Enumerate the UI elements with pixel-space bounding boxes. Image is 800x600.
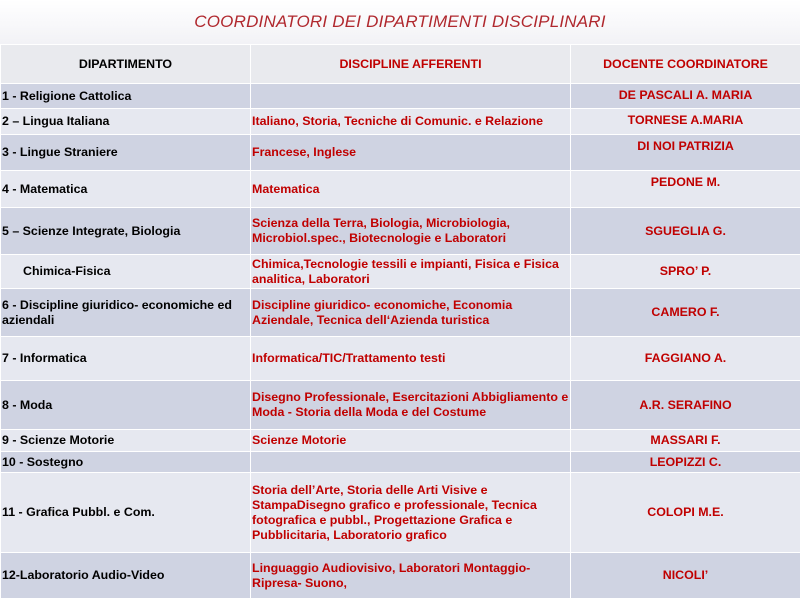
- disc-cell: Discipline giuridico- economiche, Economia Aziendale, Tecnica dell‘Azienda turistica: [251, 289, 571, 337]
- title-bar: [0, 0, 800, 44]
- disc-cell: Scienza della Terra, Biologia, Microbiologia, Microbiol.spec., Biotecnologie e Laboratori: [251, 208, 571, 255]
- departments-table: [0, 44, 800, 599]
- coord-cell: COLOPI M.E.: [571, 473, 800, 553]
- table-row: [1, 381, 800, 430]
- coord-cell: PEDONE M.: [571, 171, 800, 208]
- disc-cell: [251, 84, 571, 109]
- coord-cell: DI NOI PATRIZIA: [571, 135, 800, 171]
- table-row: [1, 171, 800, 208]
- disc-cell: Linguaggio Audiovisivo, Laboratori Montaggio-Ripresa- Suono,: [251, 553, 571, 599]
- coord-cell: TORNESE A.MARIA: [571, 109, 800, 135]
- table-row: [1, 208, 800, 255]
- table-row: [1, 430, 800, 452]
- coord-cell: DE PASCALI A. MARIA: [571, 84, 800, 109]
- header-dipartimento: DIPARTIMENTO: [1, 45, 251, 84]
- table-row: [1, 337, 800, 381]
- coord-cell: LEOPIZZI C.: [571, 452, 800, 473]
- disc-cell: Chimica,Tecnologie tessili e impianti, Fisica e Fisica analitica, Laboratori: [251, 255, 571, 289]
- disc-cell: Disegno Professionale, Esercitazioni Abbigliamento e Moda - Storia della Moda e del Costume: [251, 381, 571, 430]
- table-row: [1, 255, 800, 289]
- table-row: [1, 452, 800, 473]
- table-row: [1, 109, 800, 135]
- dept-cell: 11 - Grafica Pubbl. e Com.: [1, 473, 251, 553]
- disc-cell: Scienze Motorie: [251, 430, 571, 452]
- dept-cell: 6 - Discipline giuridico- economiche ed aziendali: [1, 289, 251, 337]
- disc-cell: Storia dell’Arte, Storia delle Arti Visive e StampaDisegno grafico e professionale, Tecnica fotografica e pubbl., Progettazione Grafica e Pubblicitaria, Laboratorio grafico: [251, 473, 571, 553]
- table-header-row: [1, 45, 800, 84]
- table-row: [1, 553, 800, 599]
- coord-cell: CAMERO F.: [571, 289, 800, 337]
- disc-cell: Italiano, Storia, Tecniche di Comunic. e Relazione: [251, 109, 571, 135]
- dept-cell: 9 - Scienze Motorie: [1, 430, 251, 452]
- coord-cell: MASSARI F.: [571, 430, 800, 452]
- dept-cell: 7 - Informatica: [1, 337, 251, 381]
- table-row: [1, 473, 800, 553]
- dept-cell: 3 - Lingue Straniere: [1, 135, 251, 171]
- coord-cell: A.R. SERAFINO: [571, 381, 800, 430]
- dept-cell: 2 – Lingua Italiana: [1, 109, 251, 135]
- dept-cell: 1 - Religione Cattolica: [1, 84, 251, 109]
- header-coordinatore: DOCENTE COORDINATORE: [571, 45, 800, 84]
- dept-cell: 5 – Scienze Integrate, Biologia: [1, 208, 251, 255]
- table-row: [1, 135, 800, 171]
- slide-title: COORDINATORI DEI DIPARTIMENTI DISCIPLINARI: [194, 12, 606, 31]
- header-discipline: DISCIPLINE AFFERENTI: [251, 45, 571, 84]
- dept-cell: 12-Laboratorio Audio-Video: [1, 553, 251, 599]
- disc-cell: Informatica/TIC/Trattamento testi: [251, 337, 571, 381]
- table-row: [1, 84, 800, 109]
- table-row: [1, 289, 800, 337]
- disc-cell: Matematica: [251, 171, 571, 208]
- coord-cell: SPRO’ P.: [571, 255, 800, 289]
- dept-cell: 8 - Moda: [1, 381, 251, 430]
- dept-cell: Chimica-Fisica: [1, 255, 251, 289]
- disc-cell: [251, 452, 571, 473]
- coord-cell: NICOLI’: [571, 553, 800, 599]
- coord-cell: SGUEGLIA G.: [571, 208, 800, 255]
- dept-cell: 4 - Matematica: [1, 171, 251, 208]
- disc-cell: Francese, Inglese: [251, 135, 571, 171]
- dept-cell: 10 - Sostegno: [1, 452, 251, 473]
- coord-cell: FAGGIANO A.: [571, 337, 800, 381]
